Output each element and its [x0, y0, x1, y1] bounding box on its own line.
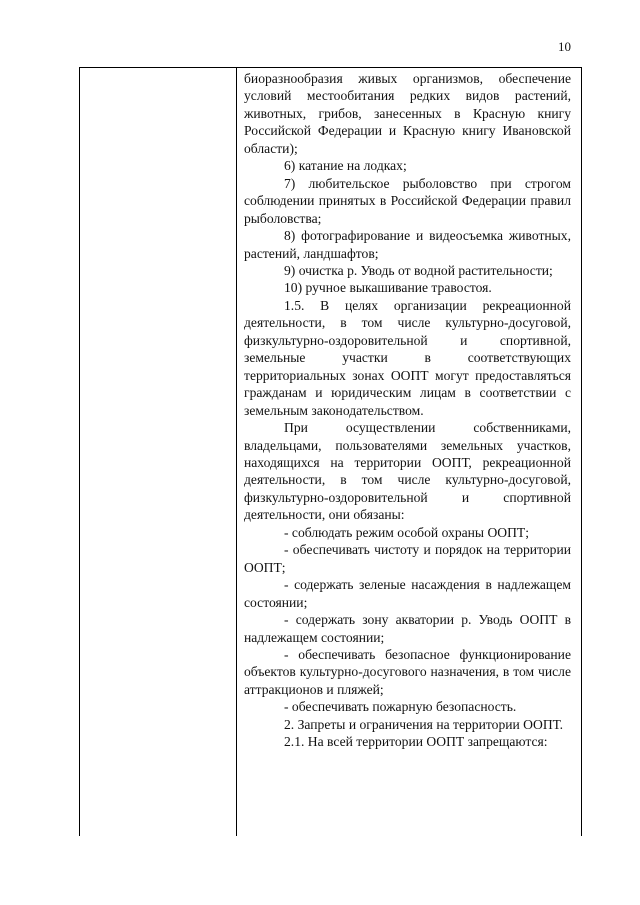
paragraph-1-5: 1.5. В целях организации рекреационной деятельности, в том числе культурно-досуговой, физкультурно-оздоровительной и спортивной, земельные участки в соответствующих территориальных зонах ООПТ могут предоставляться гражданам и юридическим лицам в соответствии с земельным законодательством. [244, 297, 571, 418]
obligation-item: - содержать зеленые насаждения в надлежащем состоянии; [244, 577, 571, 610]
obligation-item: - обеспечивать безопасное функционирование объектов культурно-досугового назначения, в том числе аттракционов и пляжей; [244, 646, 571, 697]
list-item-mowing: 10) ручное выкашивание травостоя. [284, 280, 492, 296]
obligation-item: - обеспечивать пожарную безопасность. [284, 699, 517, 715]
paragraph-biodiversity: биоразнообразия живых организмов, обеспечение условий местообитания редких видов растений, животных, грибов, занесенных в Красную книгу Российской Федерации и Красную книгу Ивановской области); [244, 71, 571, 156]
obligation-item: - содержать зону акватории р. Уводь ООПТ в надлежащем состоянии; [244, 612, 571, 645]
list-item-photography: 8) фотографирование и видеосъемка животных, растений, ландшафтов; [244, 228, 571, 261]
obligation-item: - обеспечивать чистоту и порядок на территории ООПТ; [244, 542, 571, 575]
list-item-fishing: 7) любительское рыболовство при строгом соблюдении принятых в Российской Федерации правил рыболовства; [244, 175, 571, 226]
obligation-item: - соблюдать режим особой охраны ООПТ; [284, 524, 529, 540]
list-item-river-cleaning: 9) очистка р. Уводь от водной растительности; [284, 262, 553, 278]
table-left-cell [80, 68, 237, 836]
page-number: 10 [558, 39, 571, 54]
paragraph-2-1: 2.1. На всей территории ООПТ запрещаются: [284, 734, 548, 750]
document-table [79, 67, 582, 836]
list-item-boating: 6) катание на лодках; [284, 158, 407, 174]
section-heading-2: 2. Запреты и ограничения на территории ООПТ. [284, 716, 563, 732]
table-right-cell [237, 70, 581, 751]
paragraph-obligations-intro: При осуществлении собственниками, владельцами, пользователями земельных участков, находящихся на территории ООПТ, рекреационной деятельности, в том числе культурно-досуговой, физкультурно-оздоровительной и спортивной деятельности, они обязаны: [244, 420, 571, 523]
